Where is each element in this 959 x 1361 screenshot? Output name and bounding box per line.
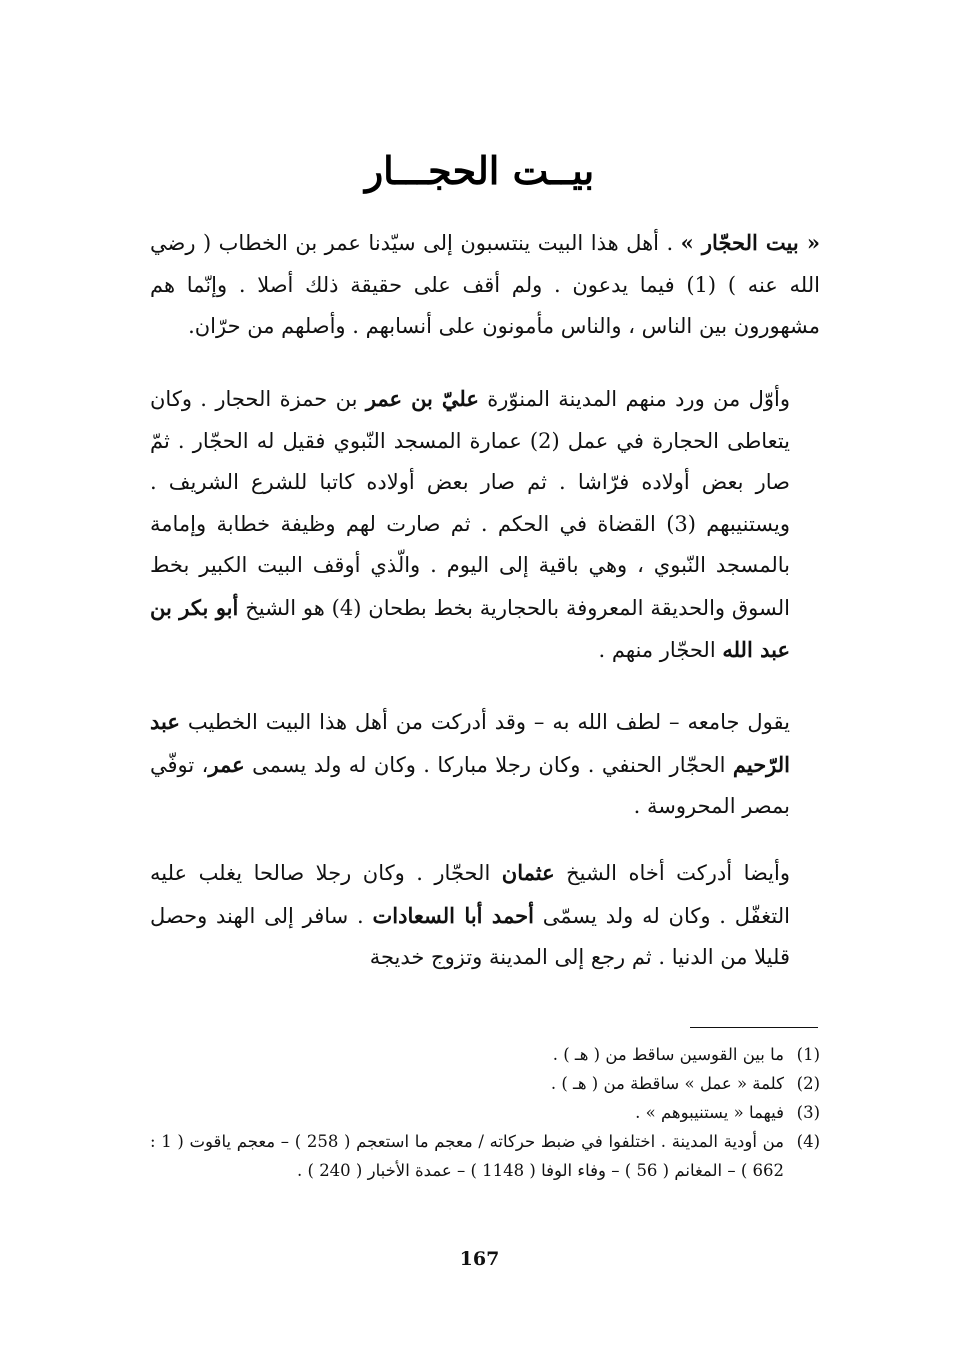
page-number: 167 — [459, 1248, 500, 1270]
paragraph-1 — [150, 222, 820, 348]
footnote-1 — [150, 1040, 820, 1069]
footnote-text: كلمة « عمل » ساقطة من ( هـ ) . — [550, 1074, 784, 1093]
paragraph-text: ، توفّي بمصر المحروسة . — [150, 752, 790, 818]
highlighted-name: عبد الرّحيم — [150, 709, 790, 777]
highlighted-name: عثمان — [501, 860, 555, 885]
paragraph-text: . أهل هذا البيت ينتسبون إلى سيّدنا عمر بن الخطاب ( رضي الله عنه ) (1) فيما يدعون . ولم أقف على حقيقة ذلك أصلا . وإنّما هم مشهورون بين الناس ، والناس مأمونون على أنسابهم . وأصلهم من حرّان. — [150, 231, 820, 338]
paragraph-3 — [150, 701, 820, 828]
paragraph-text: يقول جامعه – لطف الله به – وقد أدركت من أهل هذا البيت الخطيب — [179, 710, 790, 734]
highlighted-term: « بيت الحجّار » — [680, 230, 820, 255]
footnote-text: ما بين القوسين ساقط من ( هـ ) . — [552, 1045, 784, 1064]
paragraph-2 — [150, 378, 820, 672]
highlighted-name: أحمد أبا السعادات — [372, 902, 534, 928]
paragraph-text: الحجّار منهم . — [598, 638, 723, 662]
paragraph-text: . سافر إلى الهند وحصل قليلا من الدنيا . ثم رجع إلى المدينة وتزوج خديجة — [150, 903, 790, 969]
footnote-number: (1) — [796, 1045, 820, 1064]
highlighted-name: عليّ بن عمر — [365, 386, 479, 411]
paragraph-text: وأوّل من ورد منهم المدينة المنوّرة — [478, 387, 791, 411]
paragraph-text: الحجّار الحنفي . وكان رجلا مباركا . وكان له ولد يسمى — [244, 752, 733, 777]
highlighted-name: عمر — [208, 751, 245, 777]
footnote-2 — [150, 1069, 820, 1098]
paragraph-4 — [150, 852, 820, 979]
highlighted-name: أبو بكر بن عبد الله — [150, 594, 790, 662]
footnote-number: (4) — [796, 1132, 820, 1151]
footnote-3 — [150, 1098, 820, 1127]
paragraph-text: الحجّار . وكان رجلا صالحا يغلب عليه التغفّل . وكان له ولد يسمّى — [150, 861, 790, 928]
paragraph-text: بن حمزة الحجار . وكان يتعاطى الحجارة في عمل (2) عمارة المسجد النّبوي فقيل له الحجّار . ثمّ صار بعض أولاده فرّاشا . ثم صار بعض أولاده كاتبا للشرع الشريف . ويستنيبهم (3) القضاة في الحكم . ثم صارت لهم وظيفة خطابة وإمامة بالمسجد النّبوي ، وهي باقية إلى اليوم . والّذي أوقف البيت الكبير بخط السوق والحديقة المعروفة بالحجارية بخط بطحان (4) هو الشيخ — [150, 387, 791, 620]
paragraph-text: وأيضا أدركت أخاه الشيخ — [554, 861, 791, 885]
footnote-4 — [150, 1127, 820, 1185]
footnote-number: (3) — [796, 1103, 820, 1122]
footnotes — [150, 1040, 820, 1185]
page-title: بيــت الحجـــار — [364, 148, 595, 193]
footnote-number: (2) — [796, 1074, 820, 1093]
footnote-text: من أودية المدينة . اختلفوا في ضبط حركاته / معجم ما استعجم ( 258 ) – معجم ياقوت ( 1 : 662 ) – المغانم ( 56 ) – وفاء الوفا ( 1148 ) – عمدة الأخبار ( 240 ) . — [150, 1132, 785, 1180]
footnote-text: فيهما « يستنيبوهم » . — [635, 1103, 784, 1122]
footnote-divider — [690, 1027, 818, 1028]
